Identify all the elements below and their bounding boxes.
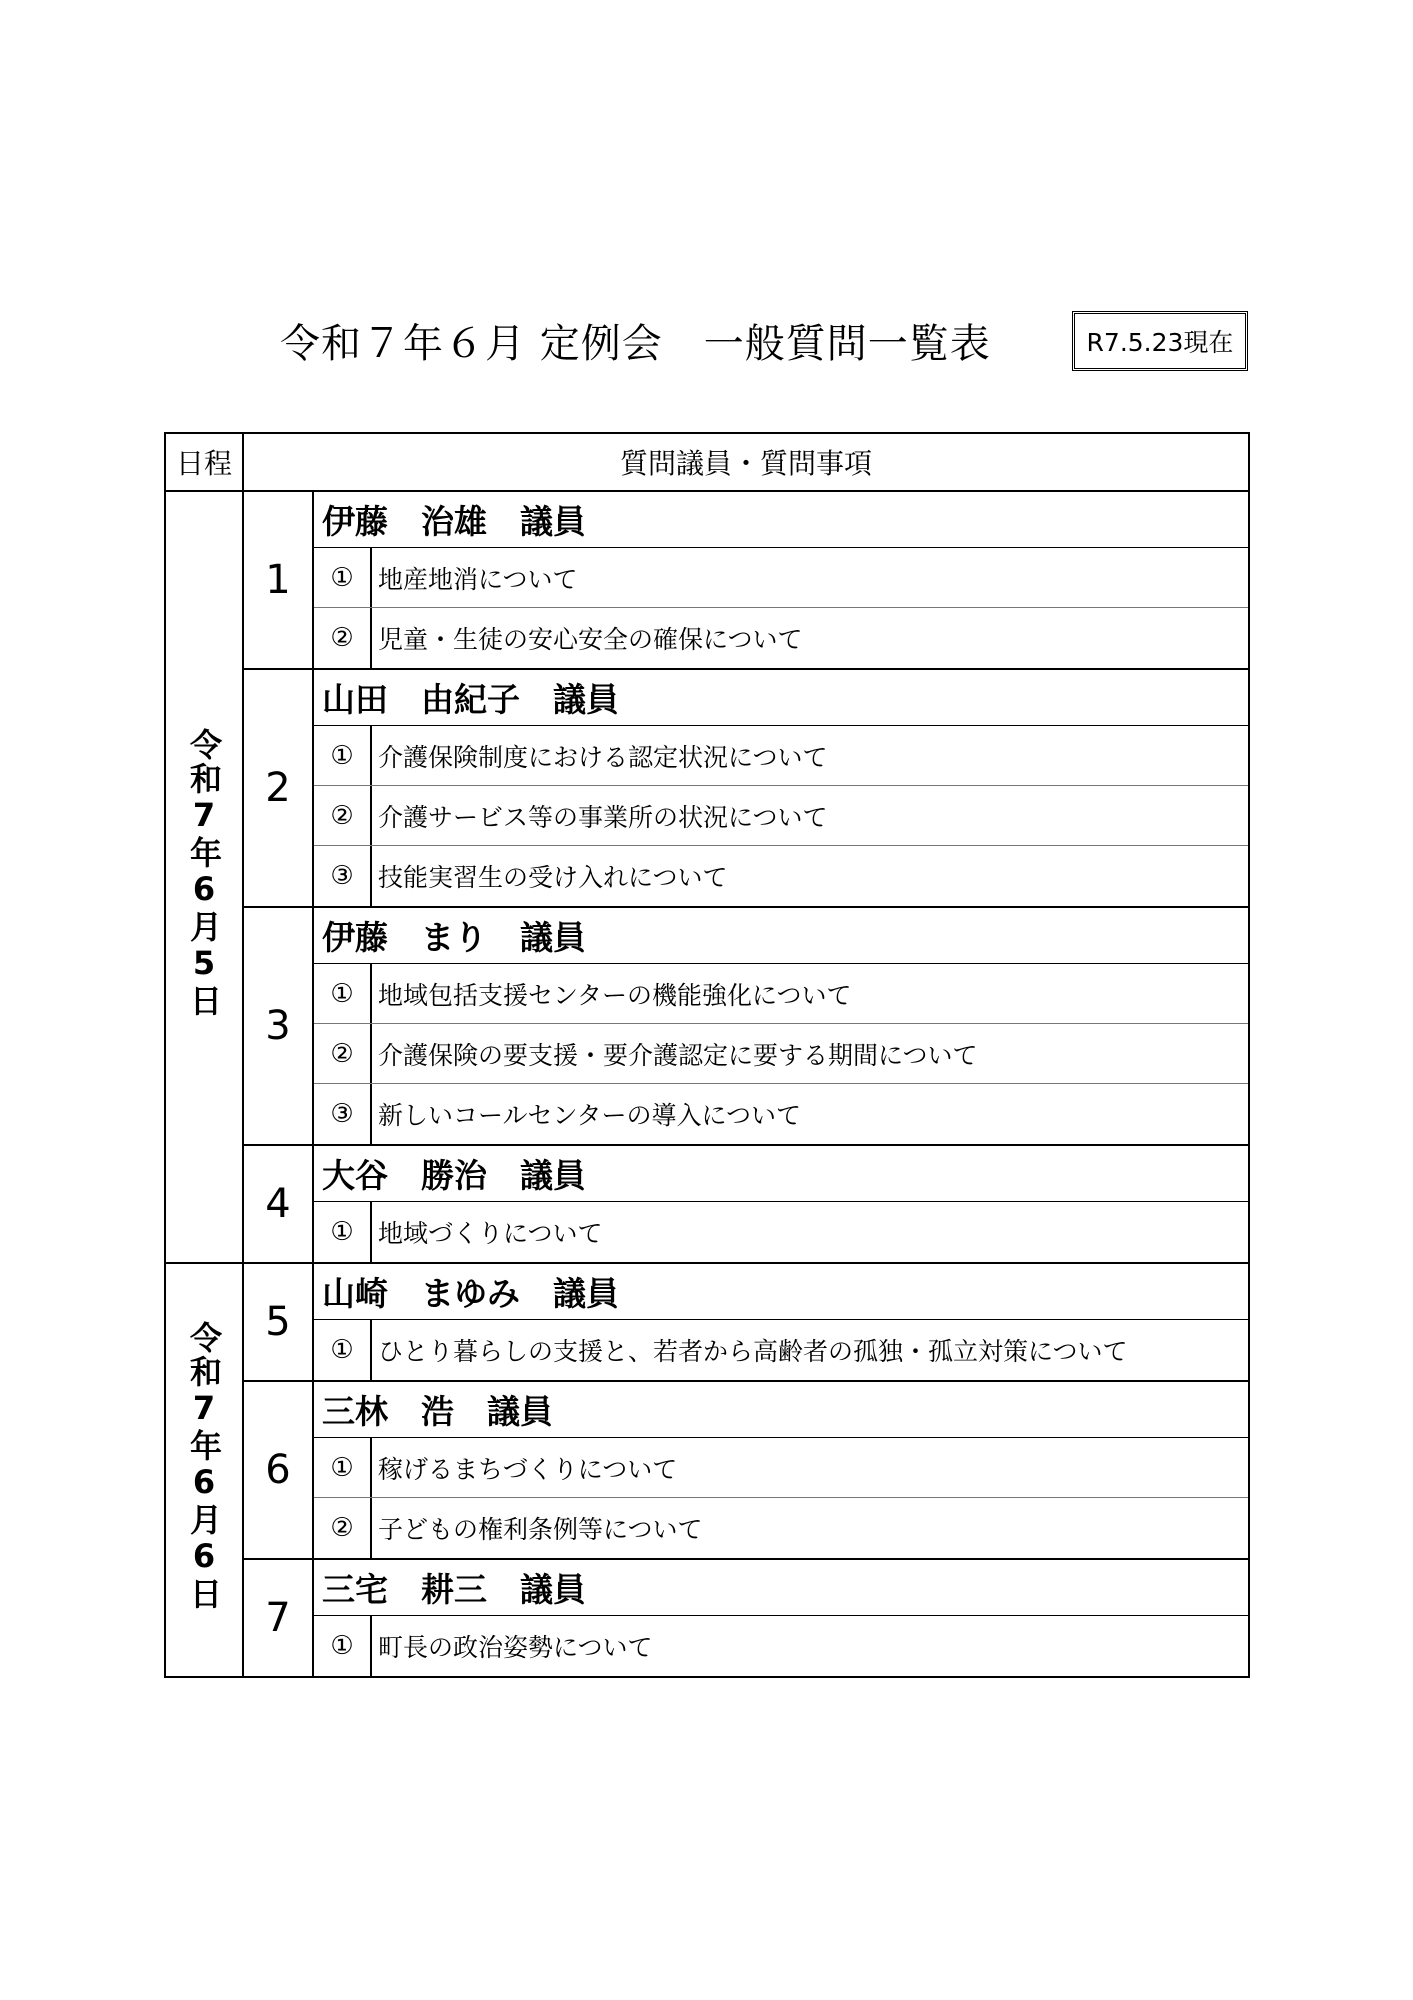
table-row bbox=[165, 1381, 1249, 1559]
member-name: 伊藤 治雄 議員 bbox=[314, 492, 1248, 548]
day-cell-2 bbox=[165, 1263, 243, 1677]
item-text: ひとり暮らしの支援と、若者から高齢者の孤独・孤立対策について bbox=[378, 1337, 1128, 1366]
question-item bbox=[314, 846, 1248, 906]
item-text: 児童・生徒の安心安全の確保について bbox=[378, 625, 803, 654]
member-name: 三宅 耕三 議員 bbox=[314, 1560, 1248, 1616]
item-text: 介護保険制度における認定状況について bbox=[378, 742, 828, 772]
table-row bbox=[165, 1559, 1249, 1677]
item-mark: ① bbox=[314, 1202, 372, 1262]
day-cell-1 bbox=[165, 491, 243, 1263]
header-date: 日程 bbox=[165, 433, 243, 491]
question-item bbox=[314, 1616, 1248, 1676]
question-item bbox=[314, 608, 1248, 668]
item-text: 技能実習生の受け入れについて bbox=[378, 863, 728, 892]
member-number: 4 bbox=[243, 1145, 313, 1263]
table-header-row bbox=[165, 433, 1249, 491]
table-row bbox=[165, 1263, 1249, 1381]
member-number: 7 bbox=[243, 1559, 313, 1677]
member-name: 山崎 まゆみ 議員 bbox=[314, 1264, 1248, 1320]
date-label: 令和7年6月5日 bbox=[185, 728, 223, 1018]
table-row bbox=[165, 491, 1249, 669]
question-item bbox=[314, 786, 1248, 846]
as-of-date-box: R7.5.23現在 bbox=[1072, 311, 1248, 371]
date-label: 令和7年6月6日 bbox=[185, 1321, 223, 1611]
member-number: 6 bbox=[243, 1381, 313, 1559]
question-item bbox=[314, 1438, 1248, 1498]
item-mark: ③ bbox=[314, 846, 372, 906]
item-mark: ① bbox=[314, 964, 372, 1023]
item-mark: ② bbox=[314, 786, 372, 845]
header-content: 質問議員・質問事項 bbox=[243, 433, 1249, 491]
member-number: 1 bbox=[243, 491, 313, 669]
item-text: 地産地消について bbox=[378, 564, 578, 594]
member-block bbox=[313, 669, 1249, 907]
table-row bbox=[165, 669, 1249, 907]
member-number: 2 bbox=[243, 669, 313, 907]
table-row bbox=[165, 907, 1249, 1145]
member-number: 3 bbox=[243, 907, 313, 1145]
question-item bbox=[314, 1320, 1248, 1380]
item-text: 地域づくりについて bbox=[378, 1219, 603, 1248]
item-mark: ① bbox=[314, 726, 372, 785]
member-block bbox=[313, 1559, 1249, 1677]
member-name: 大谷 勝治 議員 bbox=[314, 1146, 1248, 1202]
item-mark: ③ bbox=[314, 1084, 372, 1144]
member-block bbox=[313, 1263, 1249, 1381]
question-item bbox=[314, 1202, 1248, 1262]
item-text: 介護保険の要支援・要介護認定に要する期間について bbox=[378, 1040, 978, 1070]
item-text: 稼げるまちづくりについて bbox=[378, 1454, 678, 1484]
item-text: 介護サービス等の事業所の状況について bbox=[378, 802, 828, 832]
question-item bbox=[314, 1024, 1248, 1084]
item-text: 子どもの権利条例等について bbox=[378, 1515, 703, 1544]
item-mark: ② bbox=[314, 1498, 372, 1558]
question-item bbox=[314, 1498, 1248, 1558]
item-mark: ① bbox=[314, 1320, 372, 1380]
member-block bbox=[313, 907, 1249, 1145]
item-mark: ② bbox=[314, 1024, 372, 1083]
question-table bbox=[164, 432, 1250, 1678]
item-mark: ① bbox=[314, 1438, 372, 1497]
member-number: 5 bbox=[243, 1263, 313, 1381]
member-block bbox=[313, 1381, 1249, 1559]
question-item bbox=[314, 548, 1248, 608]
item-mark: ② bbox=[314, 608, 372, 668]
item-text: 地域包括支援センターの機能強化について bbox=[378, 980, 852, 1010]
item-mark: ① bbox=[314, 548, 372, 607]
member-block bbox=[313, 1145, 1249, 1263]
member-name: 三林 浩 議員 bbox=[314, 1382, 1248, 1438]
item-mark: ① bbox=[314, 1616, 372, 1676]
question-item bbox=[314, 1084, 1248, 1144]
table-row bbox=[165, 1145, 1249, 1263]
item-text: 町長の政治姿勢について bbox=[378, 1633, 653, 1662]
member-name: 山田 由紀子 議員 bbox=[314, 670, 1248, 726]
page-title: 令和７年６月 定例会 一般質問一覧表 bbox=[280, 321, 991, 367]
member-name: 伊藤 まり 議員 bbox=[314, 908, 1248, 964]
question-item bbox=[314, 964, 1248, 1024]
item-text: 新しいコールセンターの導入について bbox=[378, 1101, 802, 1130]
member-block bbox=[313, 491, 1249, 669]
question-item bbox=[314, 726, 1248, 786]
